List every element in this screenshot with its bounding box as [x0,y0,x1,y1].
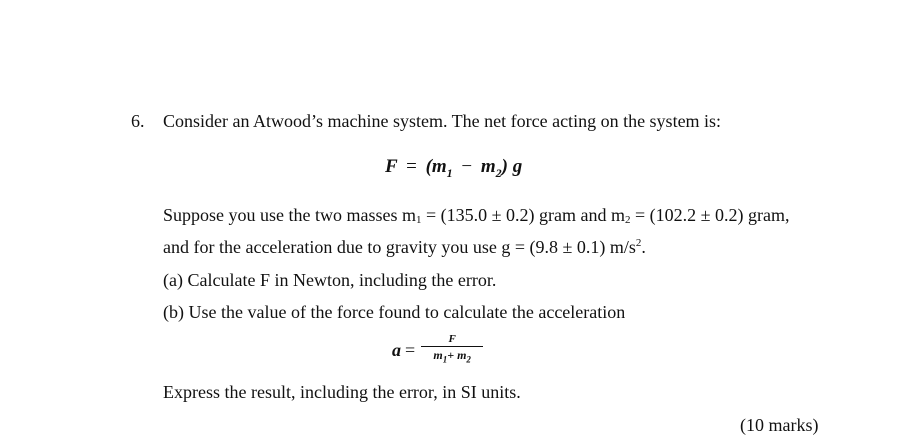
force-rhs-open: (m [425,156,447,177]
accel-fraction [421,332,483,367]
gravity-exponent: 2 [635,237,642,249]
masses-intro: Suppose you use the two masses m [163,205,416,225]
force-lhs: F [385,156,398,177]
masses-paragraph [163,204,790,231]
accel-denominator [433,347,471,367]
force-minus: − [461,156,473,177]
force-equation [385,156,522,181]
gravity-paragraph [163,236,646,258]
acceleration-equation [392,330,483,370]
question-number: 6. [131,111,145,131]
marks-label: (10 marks) [740,415,819,435]
force-rhs-close: ) g [501,156,523,177]
part-b: (b) Use the value of the force found to calculate the acceleration [163,302,626,322]
m2-subscript: 2 [624,214,631,226]
force-equals: = [406,156,417,177]
force-sub-1: 1 [446,165,453,180]
part-a: (a) Calculate F in Newton, including the error. [163,270,497,290]
m1-subscript: 1 [415,214,422,226]
accel-lhs: a [392,339,401,360]
question-intro: Consider an Atwood’s machine system. The net force acting on the system is: [163,111,722,131]
force-m2: m [480,156,496,177]
express-instruction: Express the result, including the error, in SI units. [163,382,521,402]
accel-numerator: F [448,333,456,346]
accel-lhs-group [392,340,415,361]
gravity-text: and for the acceleration due to gravity you use g = (9.8 ± 0.1) m/s [163,237,636,257]
den-sub-2: 2 [466,354,471,365]
m2-value: = (102.2 ± 0.2) gram, [630,205,790,225]
den-sub-1: 1 [442,354,448,365]
accel-equals: = [405,339,416,360]
gravity-end: . [641,237,646,257]
m1-value: = (135.0 ± 0.2) gram and m [421,205,625,225]
den-m1: m [433,348,443,363]
force-sub-2: 2 [495,165,502,180]
den-plus-m2: + m [447,348,467,363]
